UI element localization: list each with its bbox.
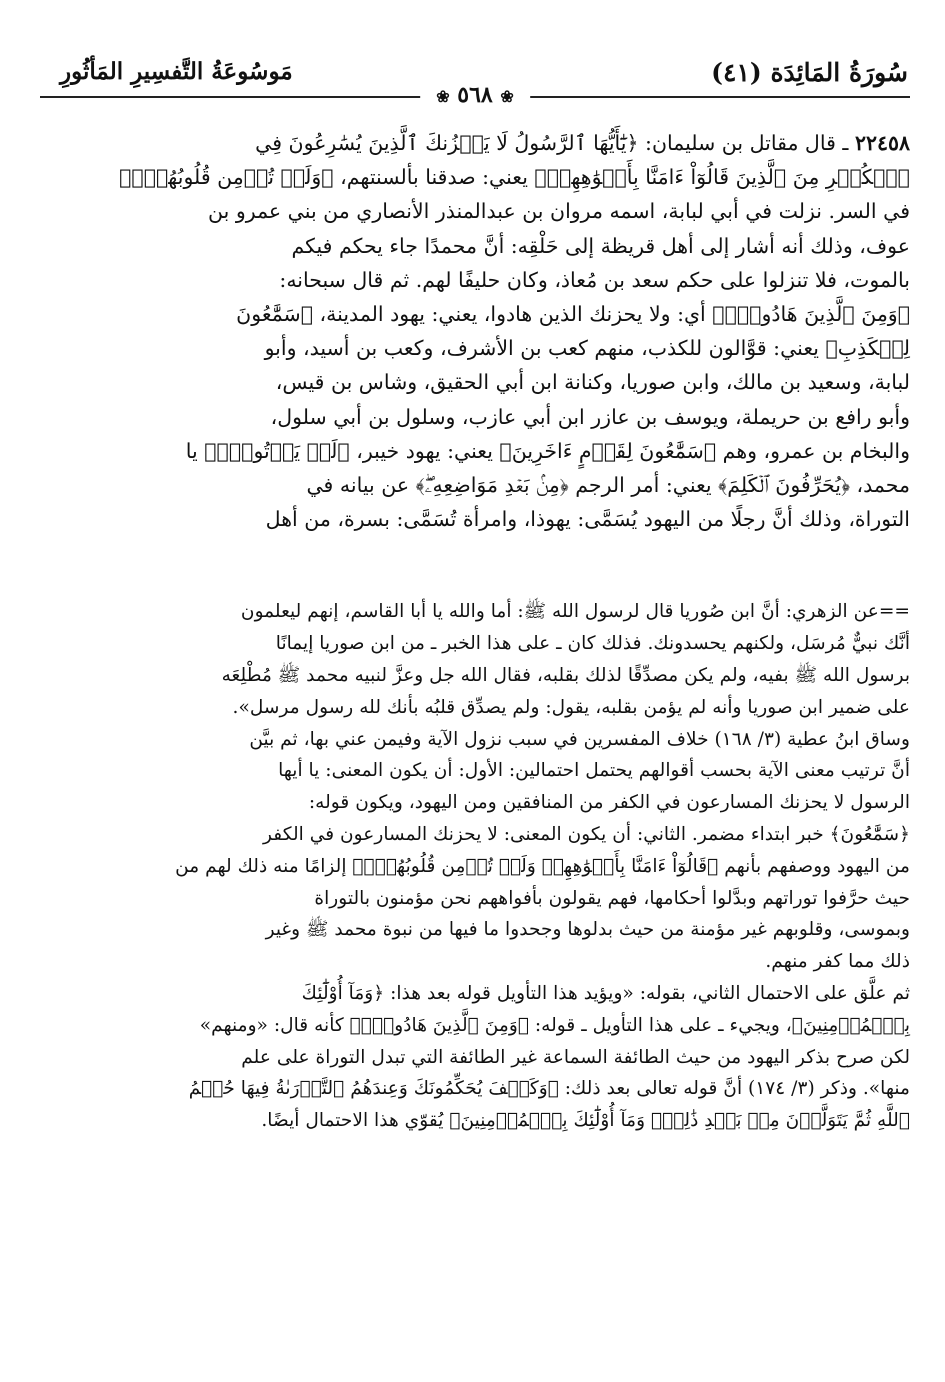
page-number: ٥٦٨ <box>457 82 493 108</box>
footnote-separator <box>40 536 910 596</box>
text-line: لِلۡكَذِبِ﴾ يعني: قوَّالون للكذب، منهم كعب بن الأشرف، وكعب بن أسيد، وأبو <box>264 336 910 361</box>
footnote-line: لكن صرح بذكر اليهود من حيث الطائفة السماعة غير الطائفة التي تبدل التوراة على علم <box>241 1046 910 1068</box>
footnote-line: برسول الله ﷺ بفيه، ولم يكن مصدِّقًا لذلك بقلبه، فقال الله جل وعزَّ لنبيه محمد ﷺ مُطْلِعَه <box>221 665 910 687</box>
footnote-line: أنَّك نبيٌّ مُرسَل، ولكنهم يحسدونك. فذلك كان ـ على هذا الخبر ـ من ابن صوريا إيمانًا <box>275 633 910 655</box>
text-line: محمد، ﴿يُحَرِّفُونَ ٱلۡكَلِمَ﴾ يعني: أمر الرجم ﴿مِنۢ بَعۡدِ مَوَاضِعِهِۦۖ﴾ عن بيانه في <box>306 473 910 498</box>
footnote-line: منها». وذكر (٣/ ١٧٤) أنَّ قوله تعالى بعد ذلك: ﴿وَكَيۡفَ يُحَكِّمُونَكَ وَعِندَهُمُ ٱلتَّوۡرَىٰةُ فِيهَا حُكۡمُ <box>188 1078 910 1100</box>
page-header <box>40 48 910 110</box>
footnote-line: وبموسى، وقلوبهم غير مؤمنة من حيث بدلوها وجحدوا ما فيها من نبوة محمد ﷺ وغير <box>265 919 910 941</box>
page <box>40 48 910 1348</box>
footnote-line: ==عن الزهري: أنَّ ابن صُوريا قال لرسول الله ﷺ: أما والله يا أبا القاسم، إنهم ليعلمون <box>240 601 910 623</box>
footnote-line: على ضمير ابن صوريا وأنه لم يؤمن بقلبه، يقول: ولم يصدِّق قلبُه بأنك لله رسول مرسل». <box>232 696 910 718</box>
entry-number: ٢٢٤٥٨ <box>854 131 910 155</box>
text-line: ٱلۡكُفۡرِ مِنَ ٱلَّذِينَ قَالُوٓاْ ءَامَنَّا بِأَفۡوَٰهِهِمۡ﴾ يعني: صدقنا بألسنتهم، ﴿وَلَمۡ تُؤۡمِن قُلُوبُهُمۡۛ﴾ <box>119 165 910 190</box>
text-line: لبابة، وسعيد بن مالك، وابن صوريا، وكنانة ابن أبي الحقيق، وشاس بن قيس، <box>275 370 910 395</box>
surah-title: سُورَةُ المَائِدَة <box>770 58 908 87</box>
text-line: ٢٢٤٥٨ ـ قال مقاتل بن سليمان: ﴿يَٰٓأَيُّهَا ٱلرَّسُولُ لَا يَحۡزُنكَ ٱلَّذِينَ يُسَٰرِعُونَ فِي <box>255 131 910 155</box>
footnote-marker: == <box>878 601 910 623</box>
running-header-surah <box>711 58 908 87</box>
page-number-block <box>420 82 530 108</box>
text-line: وأبو رافع بن حريملة، ويوسف بن عازر ابن أبي عازب، وسلول بن أبي سلول، <box>270 404 910 429</box>
text-line: عوف، وذلك أنه أشار إلى أهل قريظة إلى حَلْقِه: أنَّ محمدًا جاء يحكم فيكم <box>291 233 910 258</box>
text-line: والبخام بن عمرو، وهم ﴿سَمَّٰعُونَ لِقَوۡمٍ ءَاخَرِينَ﴾ يعني: يهود خيبر، ﴿لَمۡ يَأۡتُوكَۖ﴾ يا <box>185 438 910 463</box>
ornament-icon: ❀ <box>436 87 450 106</box>
footnote-line: ﴿سَمَّٰعُونَ﴾ خبر ابتداء مضمر. الثاني: أن يكون المعنى: لا يحزنك المسارعون في الكفر <box>263 824 910 846</box>
footnote-line: وساق ابنُ عطية (٣/ ١٦٨) خلاف المفسرين في سبب نزول الآية وفيمن عني بها، ثم بيَّن <box>249 728 910 750</box>
surah-number: (٤١) <box>711 58 762 87</box>
footnote-line: حيث حرَّفوا توراتهم وبدَّلوا أحكامها، فهم يقولون بأفواههم نحن مؤمنون بالتوراة <box>314 887 910 909</box>
footnote-line: ذلك مما كفر منهم. <box>765 951 910 973</box>
text-line: التوراة، وذلك أنَّ رجلًا من اليهود يُسَمَّى: يهوذا، وامرأة تُسَمَّى: بسرة، من أهل <box>265 507 910 532</box>
footnote-line: ٱللَّهِ ثُمَّ يَتَوَلَّوۡنَ مِنۢ بَعۡدِ ذَٰلِكَۚ وَمَآ أُوْلَٰٓئِكَ بِٱلۡمُؤۡمِنِينَ﴾ يُقوّي هذا الاحتمال أيضًا. <box>261 1110 910 1132</box>
text-line: ﴿وَمِنَ ٱلَّذِينَ هَادُواْۛ﴾ أي: ولا يحزنك الذين هادوا، يعني: يهود المدينة، ﴿سَمَّٰعُونَ <box>236 302 910 327</box>
footnote-line: بِٱلۡمُؤۡمِنِينَ﴾، ويجيء ـ على هذا التأويل ـ قوله: ﴿وَمِنَ ٱلَّذِينَ هَادُواْۛ﴾ كأنه قال: «ومنهم» <box>199 1014 910 1036</box>
footnote-line: أنَّ ترتيب معنى الآية بحسب أقوالهم يحتمل احتمالين: الأول: أن يكون المعنى: يا أيها <box>278 760 910 782</box>
footnote-line: ثم علَّق على الاحتمال الثاني، بقوله: «ويؤيد هذا التأويل قوله بعد هذا: ﴿وَمَآ أُوْلَٰٓئِكَ <box>301 983 910 1004</box>
main-text <box>40 126 910 536</box>
ornament-icon: ❀ <box>500 87 514 106</box>
footnote <box>40 596 910 1137</box>
text-line: بالموت، فلا تنزلوا على حكم سعد بن مُعاذ، وكان حليفًا لهم. ثم قال سبحانه: <box>279 267 910 292</box>
text-line: في السر. نزلت في أبي لبابة، اسمه مروان بن عبدالمنذر الأنصاري من بني عمرو بن <box>208 199 910 224</box>
footnote-line: من اليهود ووصفهم بأنهم ﴿قَالُوٓاْ ءَامَنَّا بِأَفۡوَٰهِهِمۡ وَلَمۡ تُؤۡمِن قُلُوبُهُمۡۛ﴾ إلزامًا منه ذلك لهم من <box>175 855 910 877</box>
running-header-book-title: مَوسُوعَةُ التَّفسِيرِ المَأثُورِ <box>60 58 293 85</box>
footnote-line: الرسول لا يحزنك المسارعون في الكفر من المنافقين ومن اليهود، ويكون قوله: <box>308 792 910 814</box>
